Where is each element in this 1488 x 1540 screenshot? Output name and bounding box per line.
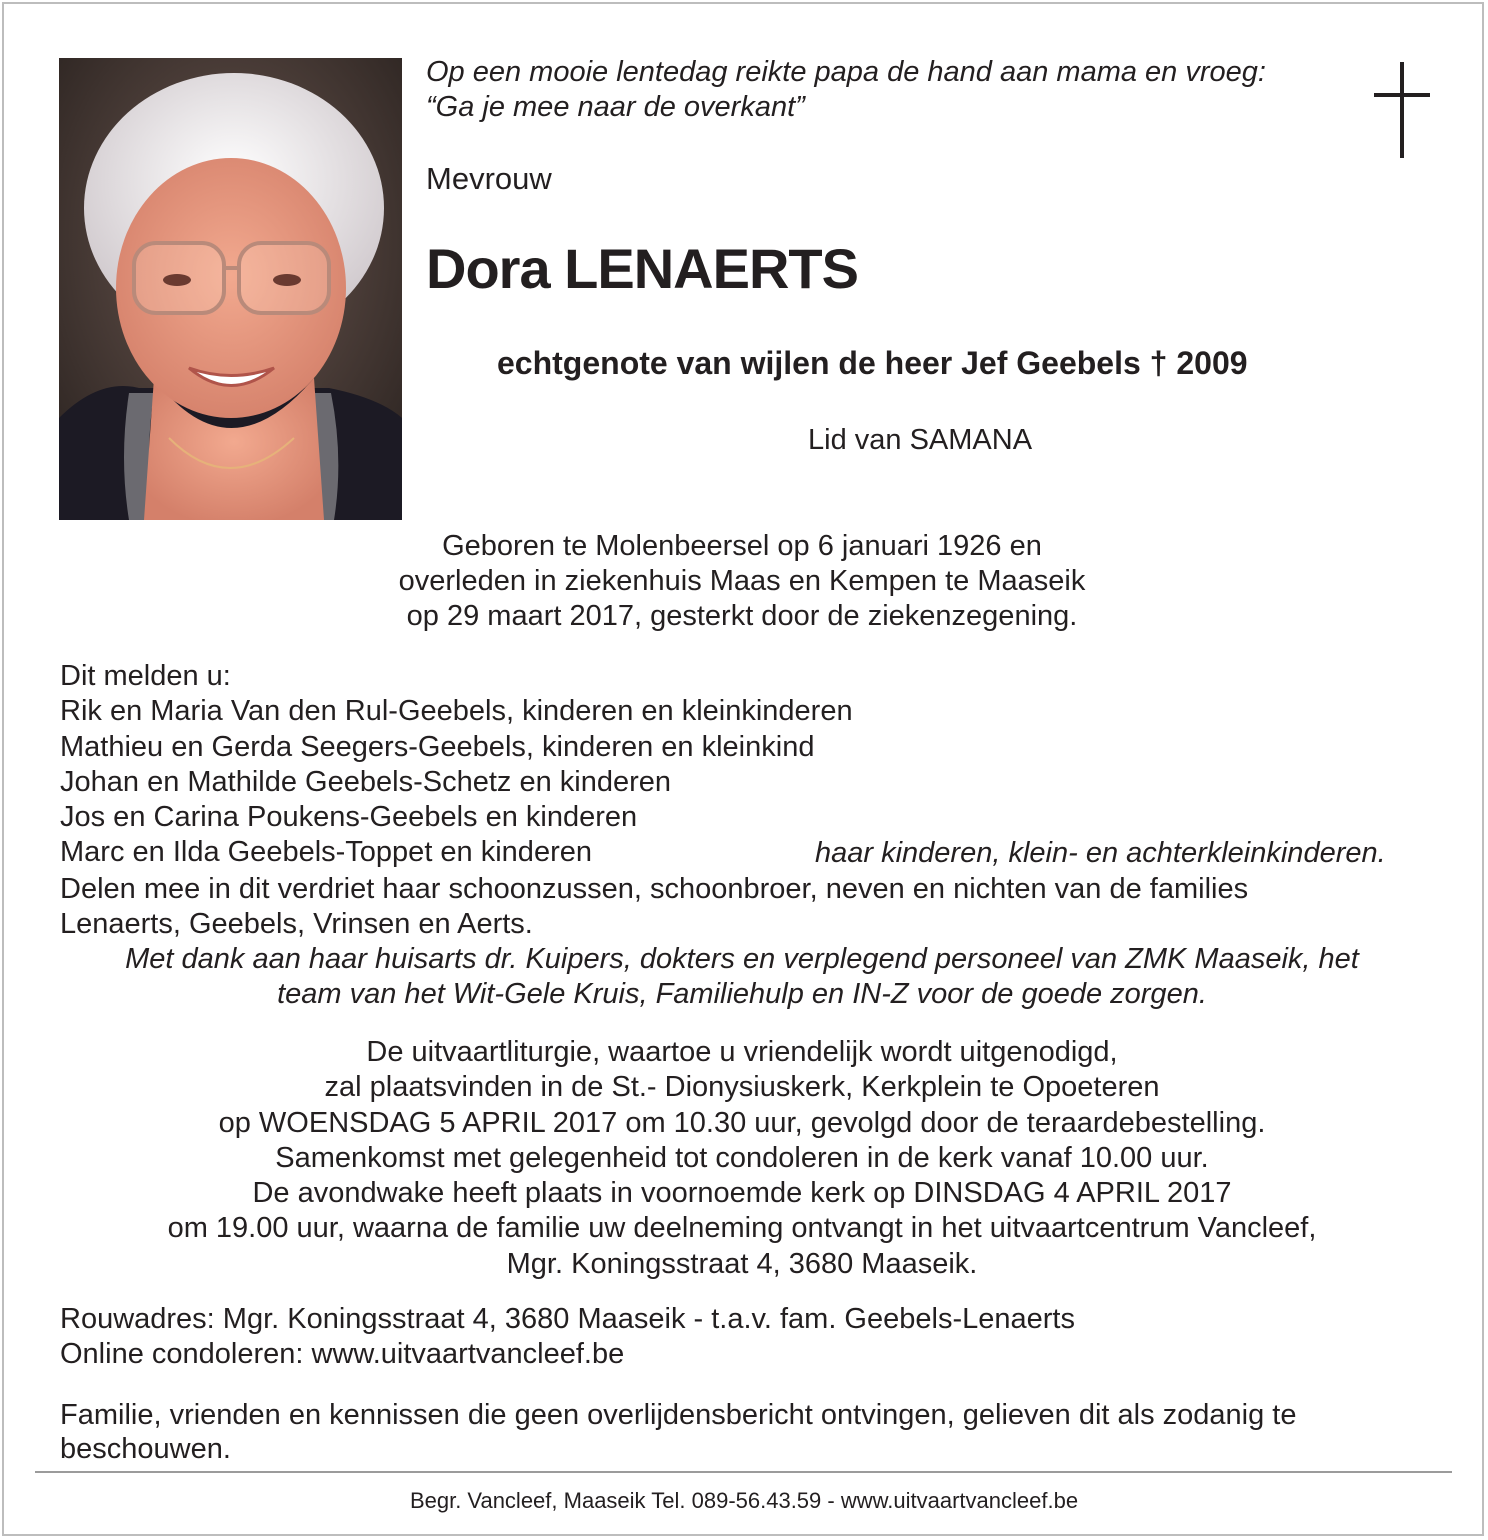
- birth-death-line: op 29 maart 2017, gesterkt door de ziekenzegening.: [406, 600, 1078, 632]
- notice-line: Familie, vrienden en kennissen die geen overlijdensbericht ontvingen, gelieven dit als zodanig te: [60, 1399, 1297, 1431]
- contact-block: [60, 1302, 1075, 1372]
- shared-grief-line: Lenaerts, Geebels, Vrinsen en Aerts.: [60, 908, 533, 940]
- family-intro: Dit melden u:: [60, 660, 231, 692]
- funeral-line: op WOENSDAG 5 APRIL 2017 om 10.30 uur, gevolgd door de teraardebestelling.: [218, 1106, 1266, 1139]
- spouse-line: echtgenote van wijlen de heer Jef Geebels † 2009: [497, 345, 1248, 381]
- quote-line: Op een mooie lentedag reikte papa de hand aan mama en vroeg:: [426, 56, 1266, 88]
- thanks-line: Met dank aan haar huisarts dr. Kuipers, dokters en verplegend personeel van ZMK Maaseik, het: [125, 943, 1359, 975]
- cross-icon: [1372, 62, 1432, 158]
- family-member: Jos en Carina Poukens-Geebels en kinderen: [60, 801, 638, 834]
- title-honorific: Mevrouw: [426, 161, 552, 196]
- birth-death-block: [60, 529, 1424, 634]
- funeral-line: zal plaatsvinden in de St.- Dionysiuskerk, Kerkplein te Opoeteren: [324, 1071, 1160, 1104]
- shared-grief-line: Delen mee in dit verdriet haar schoonzussen, schoonbroer, neven en nichten van de families: [60, 873, 1249, 905]
- family-summary: haar kinderen, klein- en achterkleinkinderen.: [815, 837, 1386, 869]
- family-list: [60, 659, 853, 871]
- portrait-illustration: [59, 58, 402, 520]
- family-member: Rik en Maria Van den Rul-Geebels, kinderen en kleinkinderen: [60, 695, 853, 728]
- family-member: Marc en Ilda Geebels-Toppet en kinderen: [60, 836, 592, 869]
- thanks-block: [60, 942, 1424, 1012]
- online-condolence: Online condoleren: www.uitvaartvancleef.be: [60, 1338, 625, 1370]
- shared-grief-block: [60, 872, 1248, 942]
- footer-divider: [35, 1471, 1452, 1473]
- family-member: Johan en Mathilde Geebels-Schetz en kinderen: [60, 765, 671, 798]
- mourning-address: Rouwadres: Mgr. Koningsstraat 4, 3680 Maaseik - t.a.v. fam. Geebels-Lenaerts: [60, 1303, 1075, 1335]
- funeral-line: om 19.00 uur, waarna de familie uw deelneming ontvangt in het uitvaartcentrum Vancleef,: [167, 1212, 1317, 1245]
- footer-credit: Begr. Vancleef, Maaseik Tel. 089-56.43.59 - www.uitvaartvancleef.be: [409, 1488, 1079, 1513]
- birth-death-line: overleden in ziekenhuis Maas en Kempen te Maaseik: [398, 565, 1086, 597]
- funeral-line: De avondwake heeft plaats in voornoemde kerk op DINSDAG 4 APRIL 2017: [252, 1177, 1232, 1210]
- birth-death-line: Geboren te Molenbeersel op 6 januari 1926 en: [442, 530, 1042, 562]
- quote-line: “Ga je mee naar de overkant”: [426, 91, 805, 123]
- deceased-name: Dora LENAERTS: [426, 237, 858, 300]
- notice-line: beschouwen.: [60, 1433, 231, 1465]
- funeral-line: Samenkomst met gelegenheid tot condoleren in de kerk vanaf 10.00 uur.: [275, 1141, 1209, 1174]
- opening-quote: [426, 55, 1266, 125]
- membership-line: Lid van SAMANA: [808, 424, 1033, 456]
- thanks-line: team van het Wit-Gele Kruis, Familiehulp en IN-Z voor de goede zorgen.: [277, 978, 1207, 1010]
- family-member: Mathieu en Gerda Seegers-Geebels, kinderen en kleinkind: [60, 730, 815, 763]
- funeral-line: Mgr. Koningsstraat 4, 3680 Maaseik.: [506, 1247, 978, 1280]
- funeral-line: De uitvaartliturgie, waartoe u vriendelijk wordt uitgenodigd,: [366, 1036, 1118, 1068]
- funeral-details: [60, 1035, 1424, 1282]
- notice-block: [60, 1398, 1430, 1466]
- portrait-photo: [59, 58, 402, 520]
